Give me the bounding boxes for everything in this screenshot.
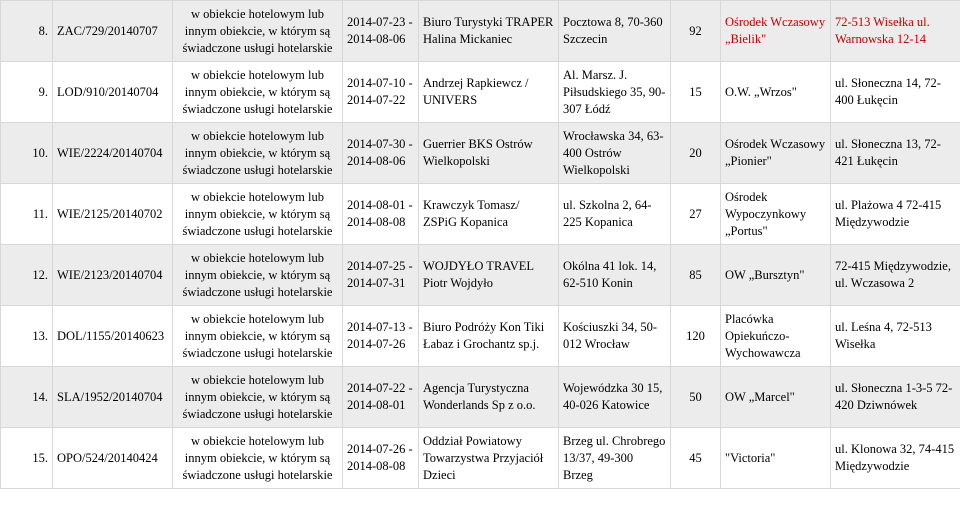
row-number-cell: 15.: [1, 428, 53, 489]
row-number-cell: 8.: [1, 1, 53, 62]
organizer-address-cell: Wrocławska 34, 63-400 Ostrów Wielkopolski: [559, 123, 671, 184]
participants-count-cell: 45: [671, 428, 721, 489]
dates-cell: 2014-07-30 - 2014-08-06: [343, 123, 419, 184]
organizer-cell: WOJDYŁO TRAVEL Piotr Wojdyło: [419, 245, 559, 306]
table-row: [1, 367, 960, 428]
organizer-cell: Biuro Podróży Kon Tiki Łabaz i Grochantz sp.j.: [419, 306, 559, 367]
row-number-cell: 14.: [1, 367, 53, 428]
organizer-cell: Andrzej Rapkiewcz / UNIVERS: [419, 62, 559, 123]
facility-address-cell: ul. Słoneczna 13, 72-421 Łukęcin: [831, 123, 960, 184]
facility-name-cell: "Victoria": [721, 428, 831, 489]
accommodation-type-cell: w obiekcie hotelowym lub innym obiekcie, w którym są świadczone usługi hotelarskie: [173, 184, 343, 245]
participants-count-cell: 50: [671, 367, 721, 428]
organizer-address-cell: ul. Szkolna 2, 64-225 Kopanica: [559, 184, 671, 245]
organizer-address-cell: Al. Marsz. J. Piłsudskiego 35, 90-307 Łódź: [559, 62, 671, 123]
organizer-cell: Agencja Turystyczna Wonderlands Sp z o.o.: [419, 367, 559, 428]
organizer-address-cell: Kościuszki 34, 50-012 Wrocław: [559, 306, 671, 367]
organizer-cell: Guerrier BKS Ostrów Wielkopolski: [419, 123, 559, 184]
participants-count-cell: 20: [671, 123, 721, 184]
facility-address-cell: ul. Leśna 4, 72-513 Wisełka: [831, 306, 960, 367]
table-row: [1, 123, 960, 184]
table-row: [1, 428, 960, 489]
accommodation-type-cell: w obiekcie hotelowym lub innym obiekcie, w którym są świadczone usługi hotelarskie: [173, 62, 343, 123]
dates-cell: 2014-07-10 - 2014-07-22: [343, 62, 419, 123]
accommodation-type-cell: w obiekcie hotelowym lub innym obiekcie, w którym są świadczone usługi hotelarskie: [173, 123, 343, 184]
facility-name-cell: Ośrodek Wczasowy „Pionier": [721, 123, 831, 184]
facility-name-cell: OW „Bursztyn": [721, 245, 831, 306]
participants-count-cell: 15: [671, 62, 721, 123]
facility-address-cell: 72-513 Wisełka ul. Warnowska 12-14: [831, 1, 960, 62]
accommodation-type-cell: w obiekcie hotelowym lub innym obiekcie, w którym są świadczone usługi hotelarskie: [173, 1, 343, 62]
table-row: [1, 245, 960, 306]
table-row: [1, 306, 960, 367]
dates-cell: 2014-07-13 - 2014-07-26: [343, 306, 419, 367]
facility-name-cell: OW „Marcel": [721, 367, 831, 428]
accommodation-type-cell: w obiekcie hotelowym lub innym obiekcie, w którym są świadczone usługi hotelarskie: [173, 306, 343, 367]
row-number-cell: 10.: [1, 123, 53, 184]
table-row: [1, 62, 960, 123]
organizer-address-cell: Pocztowa 8, 70-360 Szczecin: [559, 1, 671, 62]
dates-cell: 2014-07-26 - 2014-08-08: [343, 428, 419, 489]
table-row: [1, 184, 960, 245]
participants-count-cell: 27: [671, 184, 721, 245]
facility-address-cell: ul. Słoneczna 14, 72-400 Łukęcin: [831, 62, 960, 123]
registration-code-cell: LOD/910/20140704: [53, 62, 173, 123]
facility-address-cell: ul. Plażowa 4 72-415 Międzywodzie: [831, 184, 960, 245]
dates-cell: 2014-07-22 - 2014-08-01: [343, 367, 419, 428]
row-number-cell: 11.: [1, 184, 53, 245]
registration-code-cell: OPO/524/20140424: [53, 428, 173, 489]
facility-name-cell: Ośrodek Wypoczynkowy „Portus": [721, 184, 831, 245]
row-number-cell: 12.: [1, 245, 53, 306]
participants-count-cell: 120: [671, 306, 721, 367]
row-number-cell: 13.: [1, 306, 53, 367]
registration-code-cell: WIE/2224/20140704: [53, 123, 173, 184]
dates-cell: 2014-07-23 - 2014-08-06: [343, 1, 419, 62]
participants-count-cell: 92: [671, 1, 721, 62]
organizer-address-cell: Okólna 41 lok. 14, 62-510 Konin: [559, 245, 671, 306]
participants-count-cell: 85: [671, 245, 721, 306]
organizer-cell: Krawczyk Tomasz/ ZSPiG Kopanica: [419, 184, 559, 245]
accommodation-type-cell: w obiekcie hotelowym lub innym obiekcie, w którym są świadczone usługi hotelarskie: [173, 245, 343, 306]
organizer-cell: Oddział Powiatowy Towarzystwa Przyjaciół Dzieci: [419, 428, 559, 489]
facility-address-cell: 72-415 Międzywodzie, ul. Wczasowa 2: [831, 245, 960, 306]
facility-name-cell: Ośrodek Wczasowy „Bielik": [721, 1, 831, 62]
organizer-address-cell: Wojewódzka 30 15, 40-026 Katowice: [559, 367, 671, 428]
facility-name-cell: O.W. „Wrzos": [721, 62, 831, 123]
row-number-cell: 9.: [1, 62, 53, 123]
registration-code-cell: WIE/2123/20140704: [53, 245, 173, 306]
table-body: [1, 1, 960, 489]
table-row: [1, 1, 960, 62]
accommodation-type-cell: w obiekcie hotelowym lub innym obiekcie, w którym są świadczone usługi hotelarskie: [173, 367, 343, 428]
registration-code-cell: WIE/2125/20140702: [53, 184, 173, 245]
facility-address-cell: ul. Klonowa 32, 74-415 Międzywodzie: [831, 428, 960, 489]
facility-address-cell: ul. Słoneczna 1-3-5 72-420 Dziwnówek: [831, 367, 960, 428]
facility-name-cell: Placówka Opiekuńczo-Wychowawcza: [721, 306, 831, 367]
registration-code-cell: DOL/1155/20140623: [53, 306, 173, 367]
accommodation-type-cell: w obiekcie hotelowym lub innym obiekcie, w którym są świadczone usługi hotelarskie: [173, 428, 343, 489]
registration-code-cell: SLA/1952/20140704: [53, 367, 173, 428]
dates-cell: 2014-07-25 - 2014-07-31: [343, 245, 419, 306]
registration-code-cell: ZAC/729/20140707: [53, 1, 173, 62]
organizer-address-cell: Brzeg ul. Chrobrego 13/37, 49-300 Brzeg: [559, 428, 671, 489]
dates-cell: 2014-08-01 - 2014-08-08: [343, 184, 419, 245]
organizer-cell: Biuro Turystyki TRAPER Halina Mickaniec: [419, 1, 559, 62]
